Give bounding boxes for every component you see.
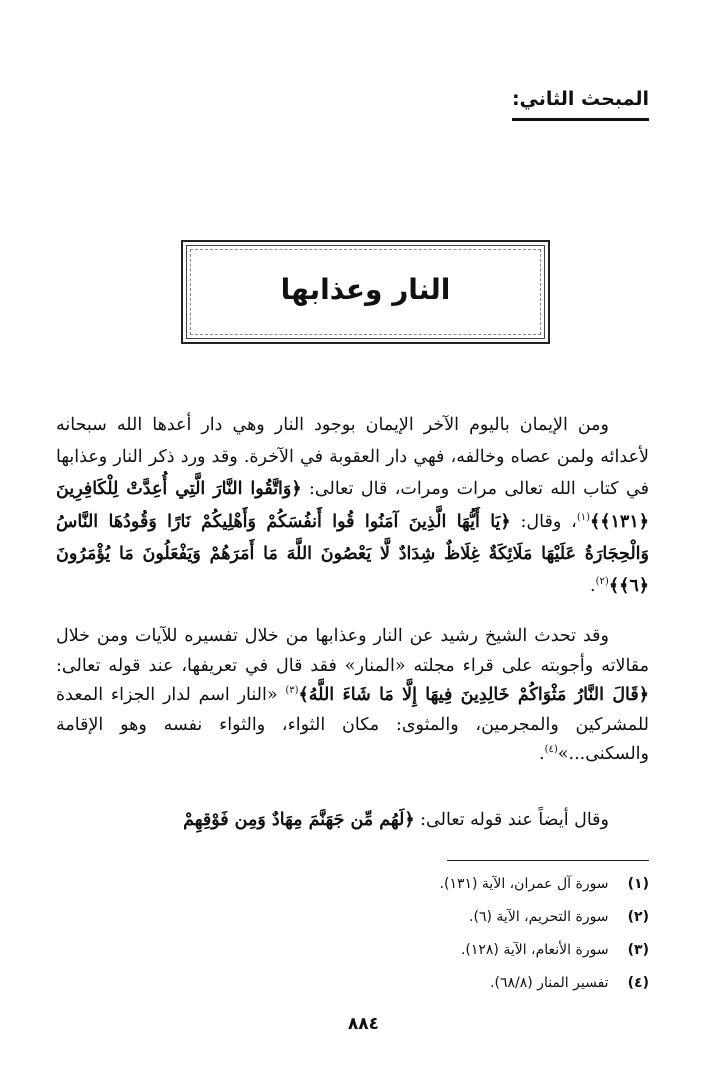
footnote-text: سورة الأنعام، الآية (١٢٨). (460, 942, 609, 958)
footnotes (349, 871, 649, 1003)
paragraph-intro (56, 409, 649, 602)
footnote-ref[interactable]: (٢) (595, 576, 609, 588)
section-header: المبحث الثاني: (511, 88, 649, 110)
page-number: ٨٨٤ (347, 1014, 380, 1034)
chapter-title-box (181, 240, 550, 344)
footnote-number: (٢) (627, 909, 649, 925)
quran-verse: ﴿لَهُم مِّن جَهَنَّمَ مِهَادٌ وَمِن فَوْقِهِمْ (183, 810, 415, 830)
quran-verse: ﴿يَا أَيُّهَا الَّذِينَ آمَنُوا قُوا أَنفُسَكُمْ وَأَهْلِيكُمْ نَارًا وَقُودُهَا النَّاسُ وَالْحِجَارَةُ عَلَيْهَا مَلَائِكَةٌ غِلَاظٌ شِدَادٌ لَّا يَعْصُونَ اللَّهَ مَا أَمَرَهُمْ وَيَفْعَلُونَ مَا يُؤْمَرُونَ ﴿٦﴾﴾ (56, 511, 649, 597)
paragraph-text: وقد تحدث الشيخ رشيد عن النار وعذابها من خلال تفسيره للآيات ومن خلال مقالاته وأجوبته على قراء مجلته «المنار» فقد قال في تعريفها، عند قوله تعالى: (56, 626, 649, 676)
quotation-text: «النار اسم لدار الجزاء المعدة للمشركين والمجرمين، والمثوى: مكان الثواء، والثواء نفسه وهو الإقامة والسكنى...» (56, 685, 649, 764)
punctuation: . (539, 744, 545, 764)
footnote-item (349, 871, 649, 904)
footnote-separator (447, 860, 649, 861)
paragraph-continued (56, 804, 649, 836)
footnote-number: (١) (627, 876, 649, 892)
footnote-item (349, 970, 649, 1003)
quran-verse: ﴿وَاتَّقُوا النَّارَ الَّتِي أُعِدَّتْ لِلْكَافِرِينَ ﴿١٣١﴾﴾ (56, 479, 649, 532)
footnote-item (349, 904, 649, 937)
footnote-text: سورة التحريم، الآية (٦). (469, 909, 609, 925)
footnote-item (349, 937, 649, 970)
footnote-number: (٣) (627, 942, 649, 958)
section-header-underline (512, 118, 649, 121)
paragraph-text: وقال أيضاً عند قوله تعالى: (420, 810, 609, 830)
punctuation: . (590, 576, 596, 597)
footnote-ref[interactable]: (١) (576, 511, 590, 523)
footnote-ref[interactable]: (٣) (285, 685, 299, 697)
paragraph-text: ومن الإيمان باليوم الآخر الإيمان بوجود النار وهي دار أعدها الله سبحانه لأعدائه ولمن عصاه وخالفه، فهي دار العقوبة في الآخرة. وقد ورد ذكر النار وعذابها في كتاب الله تعالى مرات ومرات، قال تعالى: (56, 415, 649, 500)
footnote-ref[interactable]: (٤) (544, 744, 558, 756)
footnote-text: سورة آل عمران، الآية (١٣١). (439, 876, 609, 892)
paragraph-definition (56, 622, 649, 770)
quran-verse: ﴿قَالَ النَّارُ مَثْوَاكُمْ خَالِدِينَ فِيهَا إِلَّا مَا شَاءَ اللَّهُ﴾ (298, 685, 649, 705)
footnote-text: تفسير المنار (٦٨/٨). (490, 975, 609, 991)
paragraph-text: ، وقال: (520, 511, 577, 532)
chapter-title: النار وعذابها (280, 273, 451, 306)
footnote-number: (٤) (627, 975, 649, 991)
